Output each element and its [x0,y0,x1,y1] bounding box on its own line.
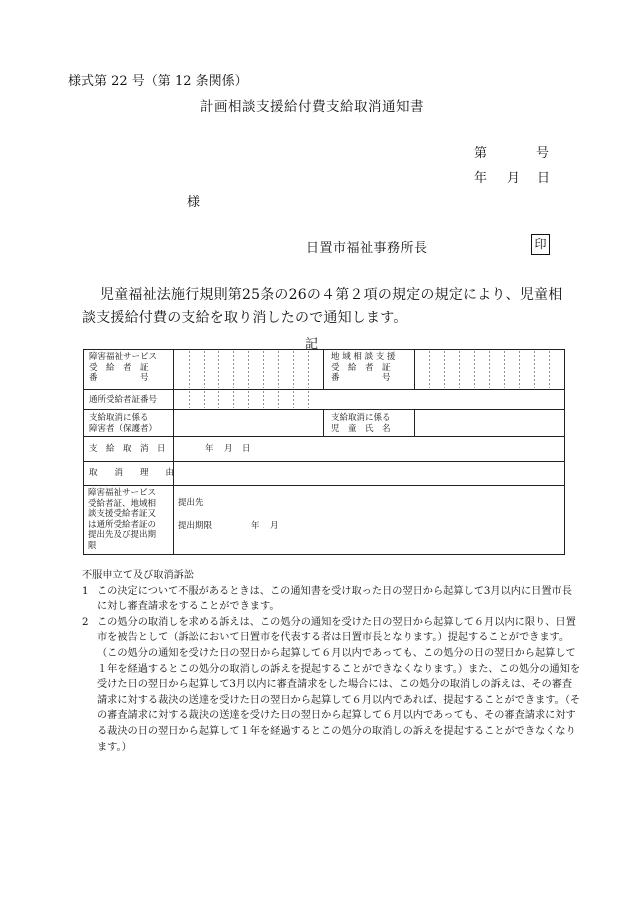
note-item [82,584,582,615]
label-line: 受給者証、地域相 [88,498,157,509]
deadline-label: 提出期限 [178,521,213,531]
label-line: 障害福祉サービス [88,488,157,498]
label-line: 番 号 [331,373,391,383]
document-title: 計画相談支援給付費支給取消通知書 [200,99,424,115]
label-line: 受 給 者 証 [331,362,391,373]
submission-label [88,488,170,551]
form-number: 様式第 22 号（第 12 条関係） [68,74,248,89]
payment-cancel-date-day: 日 [242,444,251,454]
label-line: 地 域 相 談 支 援 [331,352,396,362]
date-year-label: 年 [474,171,488,186]
note-text: この決定について不服があるときは、この通知書を受け取った日の翌日から起算して3月以内に日置市長に対し審査請求をすることができます。 [97,585,572,613]
guardian-label [89,413,157,434]
disabled-service-id-label [89,352,167,384]
child-name-label [331,413,391,434]
payment-cancel-date-label: 支 給 取 消 日 [89,444,166,454]
payment-cancel-date-month: 月 [224,444,233,454]
day-service-id-label: 通所受給者証番号 [89,395,158,405]
ki-heading: 記 [305,337,319,352]
label-line: 談支援受給者証又 [88,509,157,519]
label-line: 支給取消に係る [89,413,149,423]
note-number: 1 [82,585,89,597]
cancel-reason-label: 取 消 理 由 [89,468,175,478]
notes-title: 不服申立て及び取消訴訟 [82,570,195,581]
appeal-notes [82,568,582,755]
label-line: 受 給 者 証 [89,362,149,373]
deadline-year: 年 [251,521,260,531]
notice-body: 児童福祉法施行規則第25条の26の４第２項の規定の規定により、児童相談支援給付費の支給を取り消したので通知します。 [82,287,563,326]
seal-mark: 印 [531,234,550,255]
detail-table [83,349,565,555]
label-line: 提出先及び提出期 [88,530,157,540]
issuer-name: 日置市福祉事務所長 [306,241,428,256]
payment-cancel-date-year: 年 [205,444,214,454]
regional-consult-id-label [331,352,409,384]
reference-number-label: 第 [474,146,488,161]
reference-number-suffix: 号 [536,146,550,161]
addressee-honorific: 様 [187,195,201,210]
date-day-label: 日 [537,171,551,186]
date-month-label: 月 [507,171,521,186]
label-line: は通所受給者証の [88,519,157,530]
note-number: 2 [82,616,89,628]
label-line: 児 童 氏 名 [331,423,391,434]
label-line: 限 [88,540,97,551]
label-line: 障害福祉サービス [89,352,158,362]
label-line: 番 号 [89,373,149,383]
deadline-month: 月 [270,521,279,531]
note-item [82,615,582,755]
label-line: 障害者（保護者） [89,423,158,434]
note-text: この処分の取消しを求める訴えは、この処分の通知を受けた日の翌日から起算して６月以内に限り、日置市を被告として（訴訟において日置市を代表する者は日置市長となります。）提起することができます。（この処分の通知を受けた日の翌日から起算して６月以内であっても、この処分の日の翌日から起算して１年を経過するとこの処分の取消しの訴えを提起することができなくなります。）また、この処分の通知を受けた日の翌日から起算して3月以内に審査請求をした場合には、この処分の取消しの訴えは、その審査請求に対する裁決の送達を受けた日の翌日から起算して６月以内であれば、提起することができます。（その審査請求に対する裁決の送達を受けた日の翌日から起算して６月以内であっても、その審査請求に対する裁決の日の翌日から起算して１年を経過するとこの処分の取消しの訴えを提起することができなくなります。） [97,616,581,753]
submit-to-label: 提出先 [178,498,204,508]
label-line: 支給取消に係る [331,413,391,423]
